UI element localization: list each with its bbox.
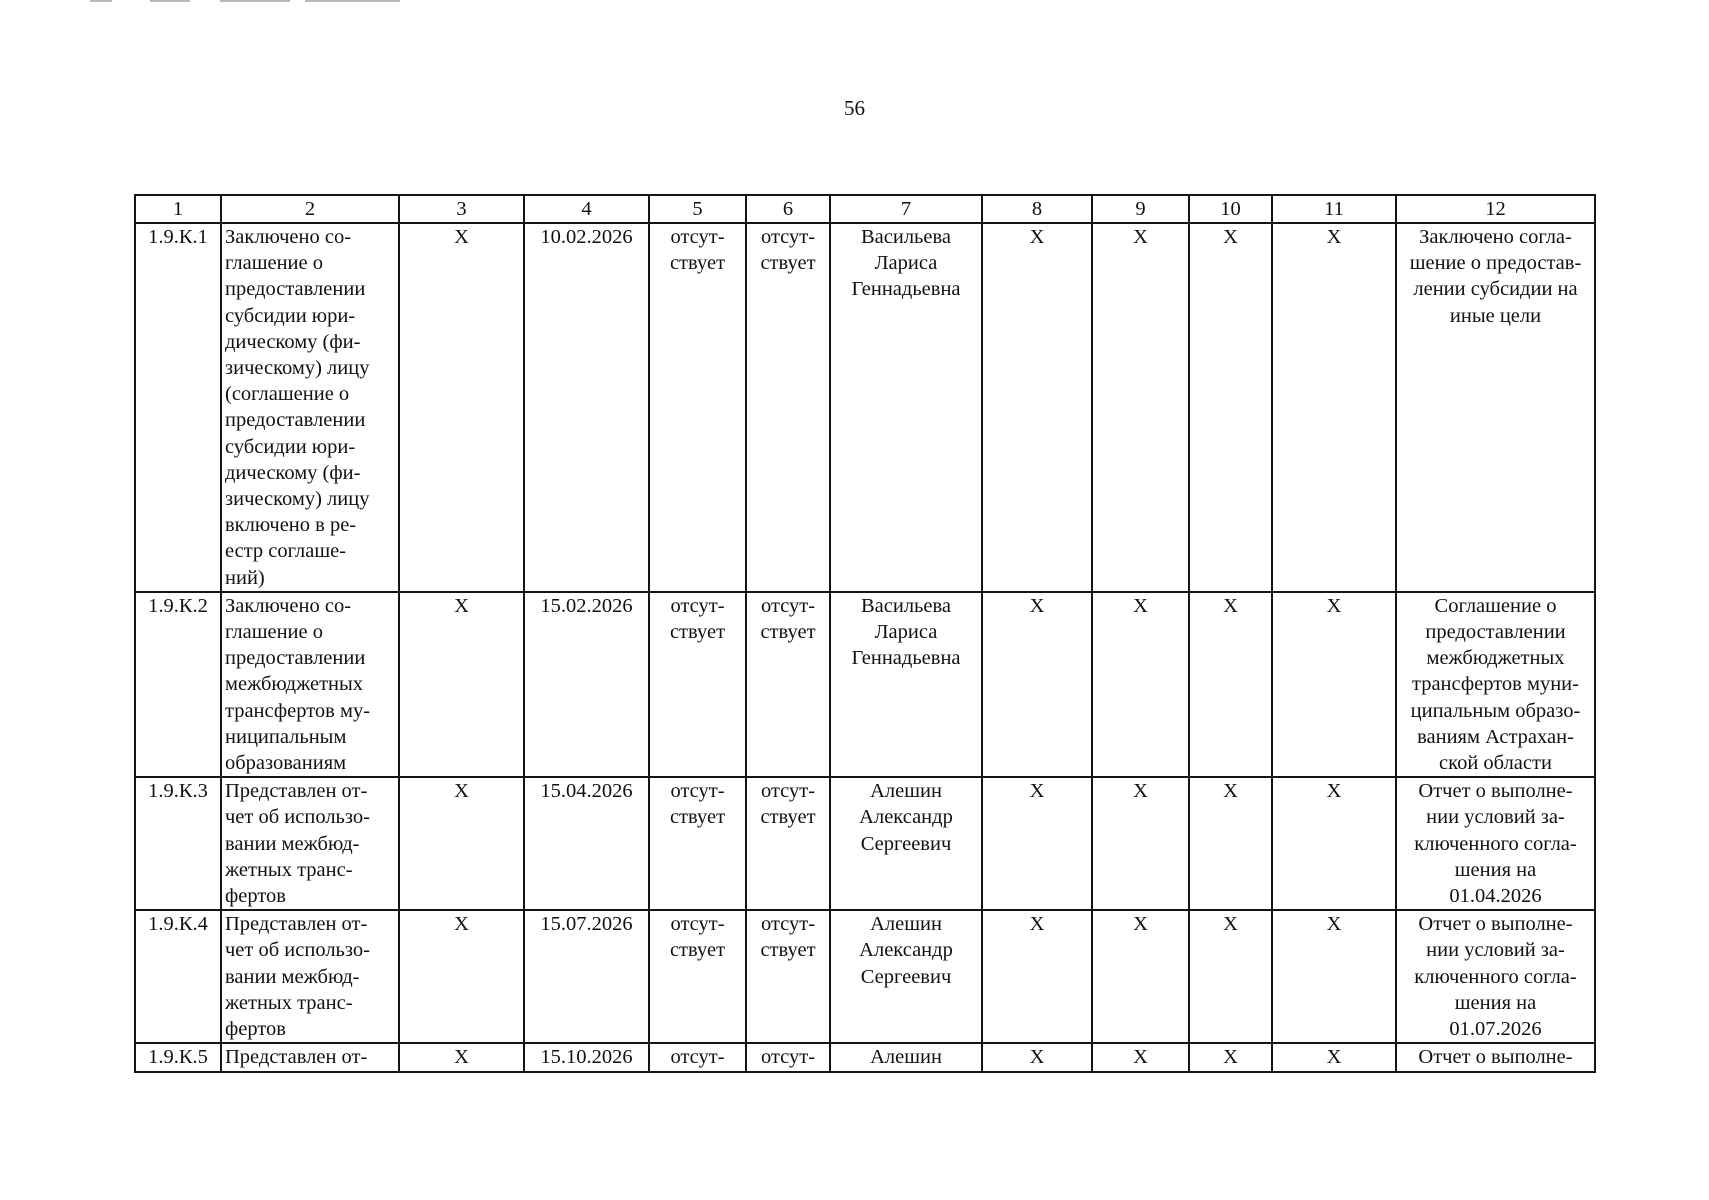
- row-code: 1.9.К.2: [135, 592, 221, 777]
- row-code: 1.9.К.5: [135, 1043, 221, 1071]
- col11-mark: X: [1272, 777, 1396, 910]
- responsible-person: Алешин Александр Сергеевич: [830, 910, 982, 1043]
- col5-value: отсут- ствует: [649, 592, 746, 777]
- due-date: 15.02.2026: [524, 592, 649, 777]
- scan-artifact: [90, 0, 430, 4]
- row-code: 1.9.К.1: [135, 223, 221, 592]
- col10-mark: X: [1189, 910, 1272, 1043]
- column-number-row: [135, 195, 1595, 223]
- col3-mark: X: [399, 1043, 524, 1071]
- column-number: 9: [1092, 195, 1189, 223]
- responsible-person: Алешин: [830, 1043, 982, 1071]
- row-description: Заключено со- глашение о предоставлении субсидии юри- дическому (фи- зическому) лицу (соглашение о предоставлении субсидии юри- дическому (фи- зическому) лицу включено в ре- естр соглаше- ний): [221, 223, 399, 592]
- col5-value: отсут- ствует: [649, 777, 746, 910]
- col5-value: отсут- ствует: [649, 910, 746, 1043]
- col6-value: отсут- ствует: [746, 592, 830, 777]
- due-date: 15.04.2026: [524, 777, 649, 910]
- col6-value: отсут- ствует: [746, 223, 830, 592]
- row-description: Представлен от- чет об использо- вании межбюд- жетных транс- фертов: [221, 910, 399, 1043]
- col9-mark: X: [1092, 223, 1189, 592]
- row-result: Отчет о выполне-: [1396, 1043, 1595, 1071]
- column-number: 3: [399, 195, 524, 223]
- col9-mark: X: [1092, 777, 1189, 910]
- col10-mark: X: [1189, 592, 1272, 777]
- row-code: 1.9.К.4: [135, 910, 221, 1043]
- column-number: 4: [524, 195, 649, 223]
- col10-mark: X: [1189, 777, 1272, 910]
- col3-mark: X: [399, 223, 524, 592]
- table-row: [135, 777, 1595, 910]
- column-number: 5: [649, 195, 746, 223]
- column-number: 6: [746, 195, 830, 223]
- row-result: Отчет о выполне- нии условий за- ключенного согла- шения на 01.04.2026: [1396, 777, 1595, 910]
- responsible-person: Васильева Лариса Геннадьевна: [830, 223, 982, 592]
- row-description: Представлен от- чет об использо- вании межбюд- жетных транс- фертов: [221, 777, 399, 910]
- col11-mark: X: [1272, 1043, 1396, 1071]
- col11-mark: X: [1272, 910, 1396, 1043]
- page-number: 56: [844, 96, 865, 120]
- table-row: [135, 1043, 1595, 1071]
- table-row: [135, 910, 1595, 1043]
- table-row: [135, 592, 1595, 777]
- due-date: 10.02.2026: [524, 223, 649, 592]
- col5-value: отсут- ствует: [649, 223, 746, 592]
- col9-mark: X: [1092, 910, 1189, 1043]
- col11-mark: X: [1272, 223, 1396, 592]
- col6-value: отсут- ствует: [746, 777, 830, 910]
- row-result: Отчет о выполне- нии условий за- ключенного согла- шения на 01.07.2026: [1396, 910, 1595, 1043]
- column-number: 10: [1189, 195, 1272, 223]
- col6-value: отсут- ствует: [746, 910, 830, 1043]
- column-number: 11: [1272, 195, 1396, 223]
- row-result: Заключено согла- шение о предостав- лении субсидии на иные цели: [1396, 223, 1595, 592]
- col8-mark: X: [982, 592, 1092, 777]
- col9-mark: X: [1092, 592, 1189, 777]
- col3-mark: X: [399, 592, 524, 777]
- row-description: Представлен от-: [221, 1043, 399, 1071]
- col9-mark: X: [1092, 1043, 1189, 1071]
- column-number: 7: [830, 195, 982, 223]
- row-code: 1.9.К.3: [135, 777, 221, 910]
- col8-mark: X: [982, 1043, 1092, 1071]
- col6-value: отсут-: [746, 1043, 830, 1071]
- column-number: 8: [982, 195, 1092, 223]
- schedule-table: [134, 194, 1596, 1073]
- due-date: 15.10.2026: [524, 1043, 649, 1071]
- responsible-person: Васильева Лариса Геннадьевна: [830, 592, 982, 777]
- table-row: [135, 223, 1595, 592]
- col11-mark: X: [1272, 592, 1396, 777]
- row-description: Заключено со- глашение о предоставлении межбюджетных трансфертов му- ниципальным образованиям: [221, 592, 399, 777]
- col10-mark: X: [1189, 223, 1272, 592]
- col5-value: отсут-: [649, 1043, 746, 1071]
- col8-mark: X: [982, 223, 1092, 592]
- col3-mark: X: [399, 910, 524, 1043]
- column-number: 1: [135, 195, 221, 223]
- col8-mark: X: [982, 777, 1092, 910]
- column-number: 12: [1396, 195, 1595, 223]
- col10-mark: X: [1189, 1043, 1272, 1071]
- column-number: 2: [221, 195, 399, 223]
- col3-mark: X: [399, 777, 524, 910]
- col8-mark: X: [982, 910, 1092, 1043]
- responsible-person: Алешин Александр Сергеевич: [830, 777, 982, 910]
- row-result: Соглашение о предоставлении межбюджетных трансфертов муни- ципальным образо- ваниям Астрахан- ской области: [1396, 592, 1595, 777]
- due-date: 15.07.2026: [524, 910, 649, 1043]
